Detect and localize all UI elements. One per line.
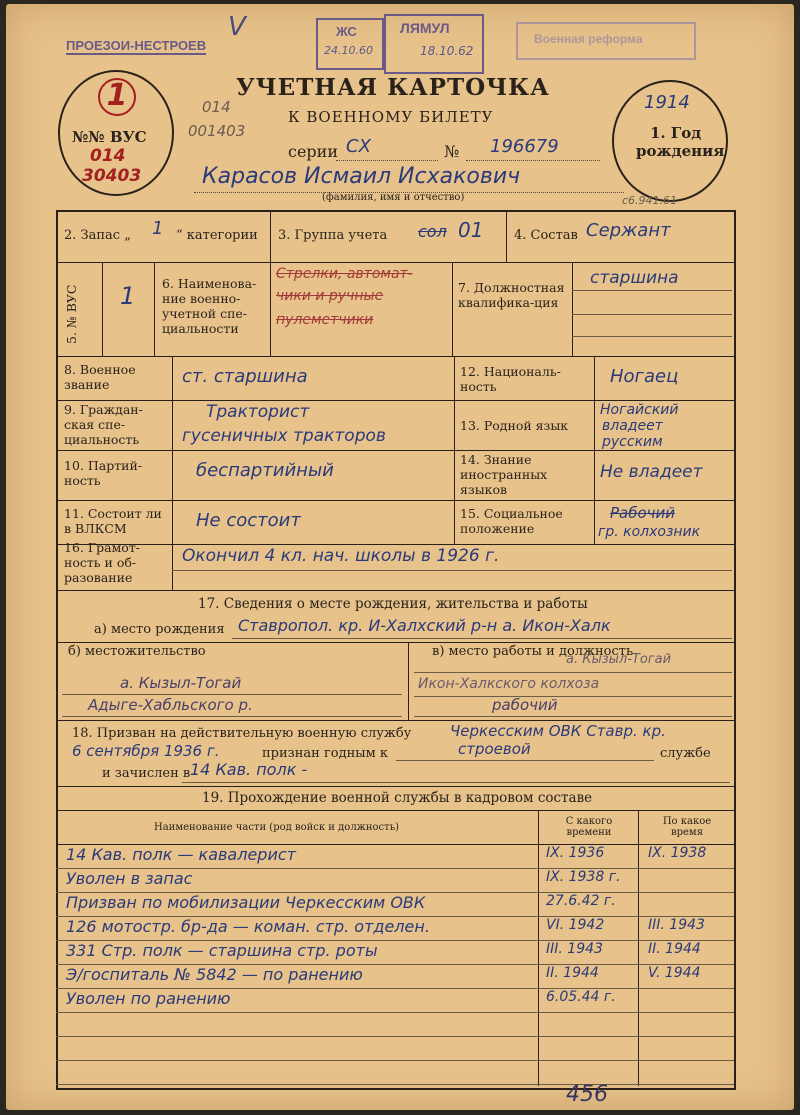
- work-label: в) место работы и должность: [432, 644, 634, 659]
- service-from: II. 1944: [546, 965, 599, 981]
- stamp-box-1: [316, 18, 384, 70]
- service-from: VI. 1942: [546, 917, 605, 933]
- work-value-1: а. Кызыл-Тогай: [566, 652, 672, 667]
- page-number: 456: [566, 1082, 608, 1107]
- residence-label: б) местожительство: [68, 644, 206, 659]
- fit-value: строевой: [458, 740, 531, 758]
- social-status-crossed: Рабочий: [610, 504, 676, 522]
- social-status-value: гр. колхозник: [598, 524, 701, 540]
- service-unit: Уволен в запас: [66, 869, 193, 888]
- service-unit: Э/госпиталь № 5842 — по ранению: [66, 965, 363, 984]
- residence-value-2: Адыге-Хабльского р.: [88, 696, 253, 714]
- vus-code-2: 001403: [188, 122, 246, 140]
- service-from: IX. 1938 г.: [546, 869, 621, 885]
- nationality-label: 12. Националь-ность: [460, 364, 561, 394]
- vus-circle: [58, 70, 174, 196]
- service-unit: 14 Кав. полк — кавалерист: [66, 845, 296, 864]
- group-crossed: сол: [418, 222, 447, 241]
- stamp-box-2-label: ЛЯМУЛ: [400, 20, 450, 36]
- specialty-value-1: Стрелки, автомат-: [276, 266, 413, 282]
- birth-year-label-1: 1. Год: [650, 124, 702, 142]
- service-unit: Призван по мобилизации Черкесским ОВК: [66, 893, 426, 912]
- birth-year-label-2: рождения: [636, 142, 725, 160]
- service-to: III. 1943: [648, 917, 705, 933]
- drafted-date: 6 сентября 1936 г.: [72, 742, 220, 760]
- series-label: серии: [288, 142, 338, 161]
- service-to: II. 1944: [648, 941, 701, 957]
- stamp-box-2: [384, 14, 484, 74]
- stamp-box-1-label: ЖС: [336, 24, 357, 39]
- col-to-header: По какое время: [662, 816, 712, 838]
- service-to: V. 1944: [648, 965, 701, 981]
- enrolled-value: 14 Кав. полк -: [190, 760, 308, 779]
- series-value: СХ: [346, 136, 371, 157]
- social-status-label: 15. Социальное положение: [460, 506, 563, 536]
- enrolled-label: и зачислен в: [102, 766, 191, 781]
- birth-year-value: 1914: [644, 92, 690, 113]
- birthplace-value: Ставропол. кр. И-Халхский р-н а. Икон-Халк: [238, 616, 611, 635]
- stamp-top-right-label: Военная реформа: [534, 32, 643, 46]
- group-label: 3. Группа учета: [278, 228, 388, 243]
- civil-specialty-value-2: гусеничных тракторов: [182, 426, 386, 446]
- foreign-language-value: Не владеет: [600, 462, 703, 482]
- drafted-label: 18. Призван на действительную военную службу: [72, 726, 412, 741]
- service-suffix: службе: [660, 746, 711, 761]
- reserve-label: 2. Запас „: [64, 228, 131, 243]
- vus-circle-label: №№ ВУС: [72, 128, 147, 146]
- literacy-label: 16. Грамот-ность и об-разование: [64, 540, 140, 585]
- native-language-value-3: русским: [602, 434, 663, 450]
- literacy-value: Окончил 4 кл. нач. школы в 1926 г.: [182, 546, 500, 566]
- full-name: Карасов Исмаил Исхакович: [202, 164, 521, 189]
- vlksm-label: 11. Состоит ли в ВЛКСМ: [64, 506, 162, 536]
- service-unit: 331 Стр. полк — старшина стр. роты: [66, 941, 378, 960]
- section19-heading: 19. Прохождение военной службы в кадровом составе: [202, 790, 593, 806]
- check-mark: V: [228, 12, 246, 42]
- service-from: 27.6.42 г.: [546, 893, 616, 909]
- registration-card: [6, 4, 794, 1110]
- vus-label: 5. № ВУС: [64, 284, 79, 344]
- civil-specialty-label: 9. Граждан-ская спе-циальность: [64, 402, 143, 447]
- service-from: 6.05.44 г.: [546, 989, 616, 1005]
- fit-label: признан годным к: [262, 746, 388, 761]
- native-language-label: 13. Родной язык: [460, 418, 569, 433]
- reserve-suffix: “ категории: [176, 228, 258, 243]
- number-value: 196679: [490, 136, 559, 157]
- civil-specialty-value-1: Тракторист: [206, 402, 310, 422]
- vlksm-value: Не состоит: [196, 510, 301, 531]
- birthplace-label: а) место рождения: [94, 622, 225, 637]
- rank-label: 8. Военное звание: [64, 362, 136, 392]
- birth-year-circle: [612, 80, 728, 202]
- service-unit: 126 мотостр. бр-да — коман. стр. отделен.: [66, 917, 430, 936]
- number-label: №: [444, 142, 460, 161]
- service-to: IX. 1938: [648, 845, 707, 861]
- vus-circle-number: 1: [98, 78, 136, 116]
- card-title: УЧЕТНАЯ КАРТОЧКА: [236, 74, 550, 101]
- qualification-value: старшина: [590, 268, 679, 288]
- work-value-3: рабочий: [492, 696, 558, 714]
- residence-value-1: а. Кызыл-Тогай: [120, 674, 242, 692]
- specialty-value-3: пулеметчики: [276, 312, 374, 328]
- col-from-header: С какого времени: [565, 816, 613, 838]
- native-language-value-1: Ногайский: [600, 402, 679, 418]
- vus-value: 1: [120, 282, 136, 310]
- qualification-label: 7. Должностная квалифика-ция: [458, 280, 565, 310]
- name-caption: (фамилия, имя и отчество): [322, 192, 465, 203]
- party-value: беспартийный: [196, 460, 334, 481]
- section17-heading: 17. Сведения о месте рождения, жительства и работы: [198, 596, 588, 612]
- stamp-box-1-date: 24.10.60: [324, 44, 373, 57]
- card-subtitle: К ВОЕННОМУ БИЛЕТУ: [288, 108, 494, 126]
- foreign-language-label: 14. Знание иностранных языков: [460, 452, 548, 497]
- composition-value: Сержант: [586, 220, 671, 241]
- service-unit: Уволен по ранению: [66, 989, 231, 1008]
- drafted-by: Черкесским ОВК Ставр. кр.: [450, 722, 666, 740]
- rank-value: ст. старшина: [182, 366, 308, 387]
- stamp-top-right: [516, 22, 696, 60]
- native-language-value-2: владеет: [602, 418, 663, 434]
- vus-circle-value-2: 30403: [82, 166, 142, 186]
- stamp-side-date: с6.941.61: [622, 194, 678, 207]
- service-from: IX. 1936: [546, 845, 605, 861]
- reserve-value: 1: [152, 218, 164, 239]
- group-value: 01: [458, 218, 484, 242]
- nationality-value: Ногаец: [610, 366, 679, 387]
- specialty-label: 6. Наименова-ние военно-учетной спе-циальности: [162, 276, 257, 336]
- work-value-2: Икон-Халкского колхоза: [418, 676, 600, 692]
- vus-code-1: 014: [202, 98, 231, 116]
- stamp-top-left: ПРОЕЗОИ-НЕСТРОЕВ: [66, 38, 207, 53]
- col-unit-header: Наименование части (род войск и должность): [154, 822, 400, 833]
- vus-circle-value-1: 014: [90, 146, 126, 166]
- stamp-box-2-date: 18.10.62: [420, 44, 474, 58]
- service-from: III. 1943: [546, 941, 603, 957]
- party-label: 10. Партий-ность: [64, 458, 143, 488]
- specialty-value-2: чики и ручные: [276, 288, 384, 304]
- composition-label: 4. Состав: [514, 228, 578, 243]
